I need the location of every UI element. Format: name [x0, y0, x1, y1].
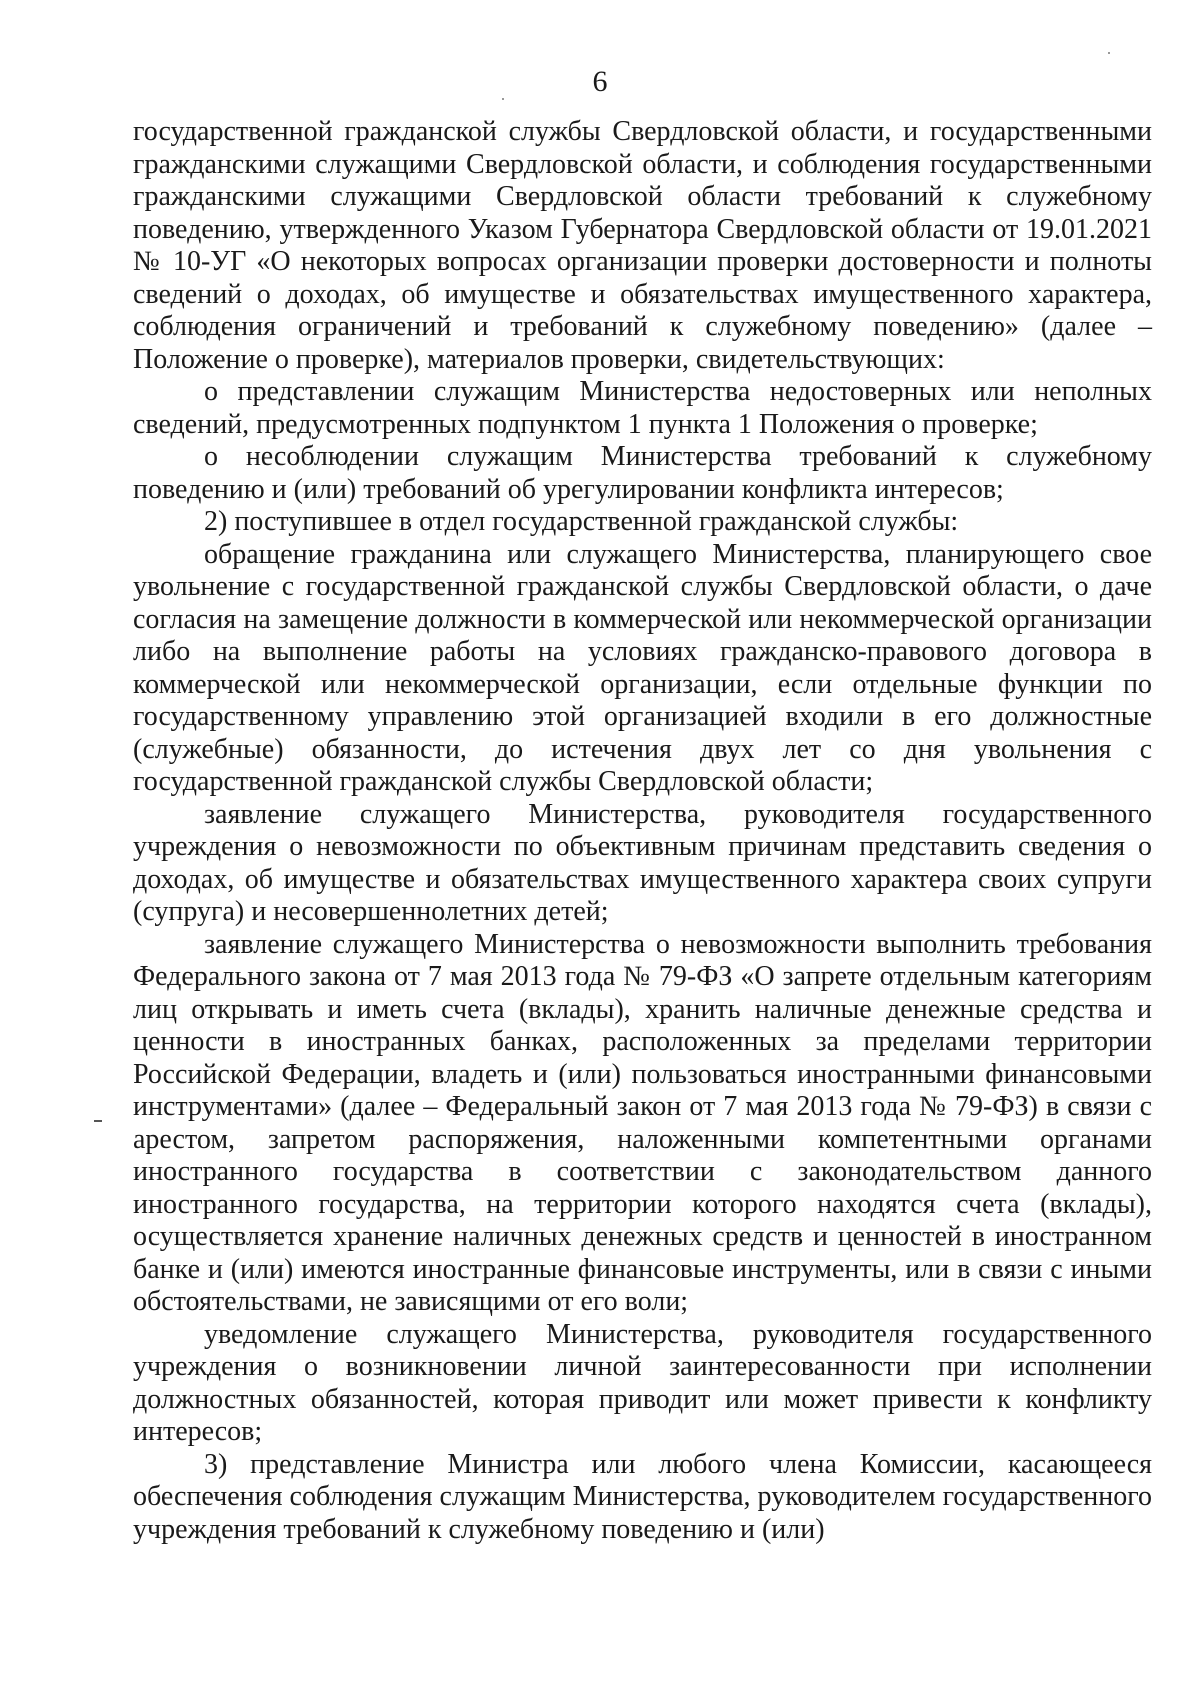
- paragraph-item-noncompliance: о несоблюдении служащим Министерства требований к служебному поведению и (или) требований об урегулировании конфликта интересов;: [133, 441, 1152, 505]
- document-body: [133, 116, 1152, 1546]
- paragraph-statement-income: заявление служащего Министерства, руководителя государственного учреждения о невозможности по объективным причинам представить сведения о доходах, об имуществе и обязательствах имущественного характера своих супруги (супруга) и несовершеннолетних детей;: [133, 798, 1152, 927]
- scan-speck: [1108, 52, 1110, 54]
- margin-mark: [94, 1120, 102, 1122]
- paragraph-notification: уведомление служащего Министерства, руководителя государственного учреждения о возникновении личной заинтересованности при исполнении должностных обязанностей, которая приводит или может привести к конфликту интересов;: [133, 1318, 1152, 1447]
- paragraph-continuation: государственной гражданской службы Свердловской области, и государственными гражданскими служащими Свердловской области, и соблюдения государственными гражданскими служащими Свердловской области требований к служебному поведению, утвержденного Указом Губернатора Свердловской области от 19.01.2021 № 10-УГ «О некоторых вопросах организации проверки достоверности и полноты сведений о доходах, об имуществе и обязательствах имущественного характера, соблюдения ограничений и требований к служебному поведению» (далее – Положение о проверке), материалов проверки, свидетельствующих:: [133, 116, 1152, 375]
- paragraph-appeal: обращение гражданина или служащего Министерства, планирующего свое увольнение с государственной гражданской службы Свердловской области, о даче согласия на замещение должности в коммерческой или некоммерческой организации либо на выполнение работы на условиях гражданско-правового договора в коммерческой или некоммерческой организации, если отдельные функции по государственному управлению этой организацией входили в его должностные (служебные) обязанности, до истечения двух лет со дня увольнения с государственной гражданской службы Свердловской области;: [133, 538, 1152, 797]
- page-number: 6: [592, 65, 608, 98]
- scan-speck: [502, 98, 504, 100]
- paragraph-item-unreliable-info: о представлении служащим Министерства недостоверных или неполных сведений, предусмотренных подпунктом 1 пункта 1 Положения о проверке;: [133, 376, 1152, 440]
- paragraph-statement-79fz: заявление служащего Министерства о невозможности выполнить требования Федерального закона от 7 мая 2013 года № 79-ФЗ «О запрете отдельным категориям лиц открывать и иметь счета (вклады), хранить наличные денежные средства и ценности в иностранных банках, расположенных за пределами территории Российской Федерации, владеть и (или) пользоваться иностранными финансовыми инструментами» (далее – Федеральный закон от 7 мая 2013 года № 79-ФЗ) в связи с арестом, запретом распоряжения, наложенными компетентными органами иностранного государства в соответствии с законодательством данного иностранного государства, на территории которого находятся счета (вклады), осуществляется хранение наличных денежных средств и ценностей в иностранном банке и (или) имеются иностранные финансовые инструменты, или в связи с иными обстоятельствами, не зависящими от его воли;: [133, 928, 1152, 1317]
- paragraph-item-2: 2) поступившее в отдел государственной гражданской службы:: [204, 506, 959, 537]
- paragraph-item-3: 3) представление Министра или любого члена Комиссии, касающееся обеспечения соблюдения служащим Министерства, руководителем государственного учреждения требований к служебному поведению и (или): [133, 1448, 1152, 1545]
